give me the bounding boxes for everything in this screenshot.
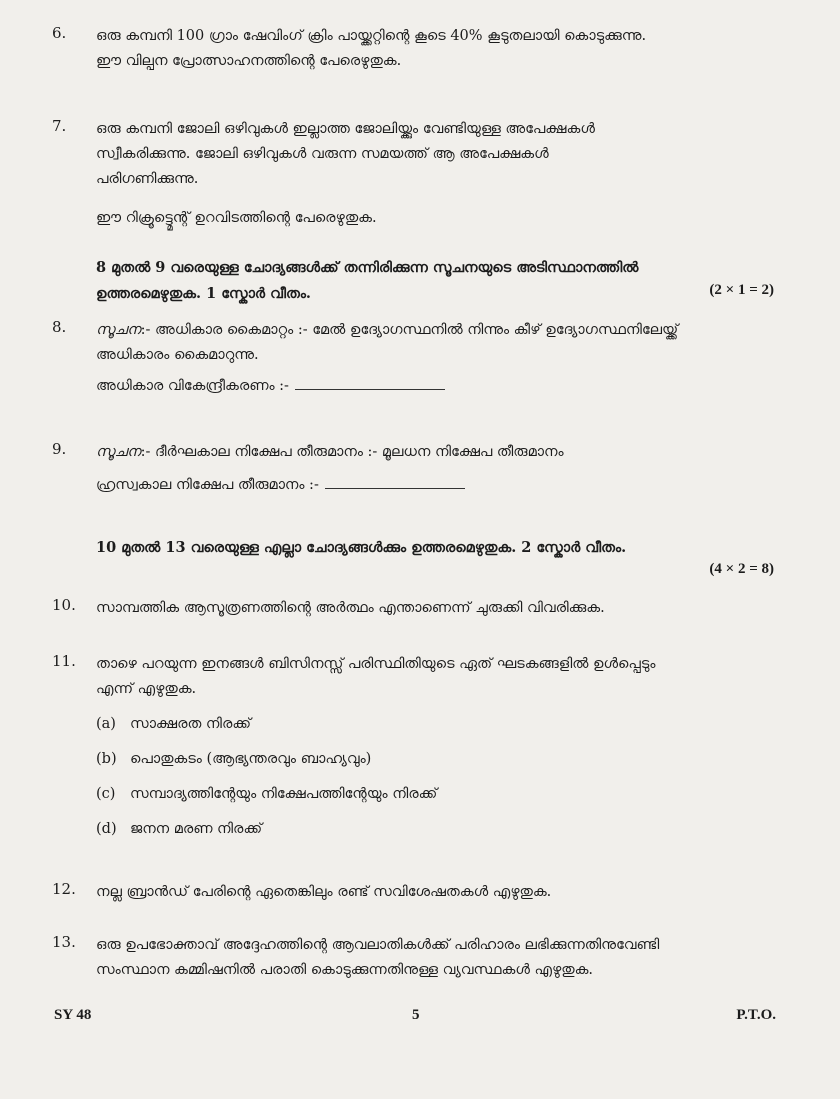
hint-label: സൂചന — [96, 322, 141, 338]
option-label: (a) — [96, 716, 116, 732]
question-number: 6. — [52, 24, 67, 42]
section-instruction-8-9 — [96, 255, 776, 307]
option-a — [96, 712, 792, 737]
question-7 — [52, 117, 792, 231]
question-text: ഈ റിക്രൂട്ട്മെന്റ് ഉറവിടത്തിന്റെ പേരെഴുതുക. — [96, 210, 377, 226]
answer-blank[interactable] — [325, 474, 465, 489]
instruction-text: 8 മുതൽ 9 വരെയുള്ള ചോദ്യങ്ങൾക്ക് തന്നിരിക്കുന്ന സൂചനയുടെ അടിസ്ഥാനത്തിൽ — [96, 259, 639, 276]
question-text: സംസ്ഥാന കമ്മിഷനിൽ പരാതി കൊടുക്കുന്നതിനുള്ള വ്യവസ്ഥകൾ എഴുതുക. — [96, 962, 594, 978]
question-text: നല്ല ബ്രാൻഡ് പേരിന്റെ ഏതെങ്കിലും രണ്ട് സവിശേഷതകൾ എഴുതുക. — [96, 884, 552, 900]
answer-blank[interactable] — [295, 375, 445, 390]
option-text: സമ്പാദ്യത്തിന്റേയും നിക്ഷേപത്തിന്റേയും നിരക്ക് — [130, 786, 438, 802]
question-text: സ്വീകരിക്കുന്നു. ജോലി ഒഴിവുകൾ വരുന്ന സമയത്ത് ആ അപേക്ഷകൾ — [96, 146, 549, 162]
option-text: പൊതുകടം (ആഭ്യന്തരവും ബാഹ്യവും) — [130, 751, 372, 767]
section-instruction-10-13 — [96, 535, 776, 561]
question-number: 10. — [52, 596, 76, 614]
option-label: (c) — [96, 786, 116, 802]
question-number: 11. — [52, 652, 76, 670]
option-d — [96, 817, 792, 842]
question-8 — [52, 318, 792, 399]
question-text: ഒരു കമ്പനി ജോലി ഒഴിവുകൾ ഇല്ലാത്ത ജോലിയ്ക്കും വേണ്ടിയുള്ള അപേക്ഷകൾ — [96, 121, 595, 137]
question-text: ഒരു ഉപഭോക്താവ് അദ്ദേഹത്തിന്റെ ആവലാതികൾക്ക് പരിഹാരം ലഭിക്കുന്നതിനുവേണ്ടി — [96, 937, 660, 953]
instruction-text: ഉത്തരമെഴുതുക. 1 സ്കോർ വീതം. — [96, 285, 311, 302]
question-number: 9. — [52, 440, 67, 458]
question-text: സാമ്പത്തിക ആസൂത്രണത്തിന്റെ അർത്ഥം എന്താണെന്ന് ചുരുക്കി വിവരിക്കുക. — [96, 600, 605, 616]
page-number: 5 — [412, 1007, 420, 1023]
question-11 — [52, 652, 792, 842]
question-text: അധികാര വികേന്ദ്രീകരണം :- — [96, 378, 289, 394]
question-text: താഴെ പറയുന്ന ഇനങ്ങൾ ബിസിനസ്സ് പരിസ്ഥിതിയുടെ ഏത് ഘടകങ്ങളിൽ ഉൾപ്പെടും — [96, 656, 656, 672]
marks-label: (2 × 1 = 2) — [709, 282, 774, 298]
option-b — [96, 747, 792, 772]
question-number: 13. — [52, 933, 76, 951]
option-c — [96, 782, 792, 807]
option-text: സാക്ഷരത നിരക്ക് — [130, 716, 251, 732]
question-text: ഒരു കമ്പനി 100 ഗ്രാം ഷേവിംഗ് ക്രിം പായ്ക്കറ്റിന്റെ കൂടെ 40% കൂടുതലായി കൊടുക്കുന്നു. — [96, 28, 647, 44]
question-text: ഈ വില്പന പ്രോത്സാഹനത്തിന്റെ പേരെഴുതുക. — [96, 53, 402, 69]
question-text: അധികാരം കൈമാറുന്നു. — [96, 347, 259, 363]
question-text: ഹ്രസ്വകാല നിക്ഷേപ തീരുമാനം :- — [96, 477, 319, 493]
question-13 — [52, 933, 792, 983]
option-label: (d) — [96, 821, 117, 837]
question-12 — [52, 880, 792, 905]
option-text: ജനന മരണ നിരക്ക് — [130, 821, 263, 837]
question-number: 12. — [52, 880, 76, 898]
question-9 — [52, 440, 792, 498]
question-10 — [52, 596, 792, 621]
question-text: എന്ന് എഴുതുക. — [96, 681, 197, 697]
question-number: 7. — [52, 117, 67, 135]
hint-label: സൂചന — [96, 444, 141, 460]
question-text: :- ദീർഘകാല നിക്ഷേപ തീരുമാനം :- മൂലധന നിക്ഷേപ തീരുമാനം — [140, 444, 564, 460]
question-number: 8. — [52, 318, 67, 336]
pto-label: P.T.O. — [736, 1007, 776, 1023]
option-label: (b) — [96, 751, 117, 767]
question-6 — [52, 24, 792, 74]
question-text: പരിഗണിക്കുന്നു. — [96, 171, 199, 187]
marks-label: (4 × 2 = 8) — [709, 561, 774, 577]
instruction-text: 10 മുതൽ 13 വരെയുള്ള എല്ലാ ചോദ്യങ്ങൾക്കും ഉത്തരമെഴുതുക. 2 സ്കോർ വീതം. — [96, 539, 627, 556]
question-text: :- അധികാര കൈമാറ്റം :- മേൽ ഉദ്യോഗസ്ഥനിൽ നിന്നും കീഴ് ഉദ്യോഗസ്ഥനിലേയ്ക്ക് — [140, 322, 679, 338]
paper-code: SY 48 — [54, 1007, 92, 1023]
